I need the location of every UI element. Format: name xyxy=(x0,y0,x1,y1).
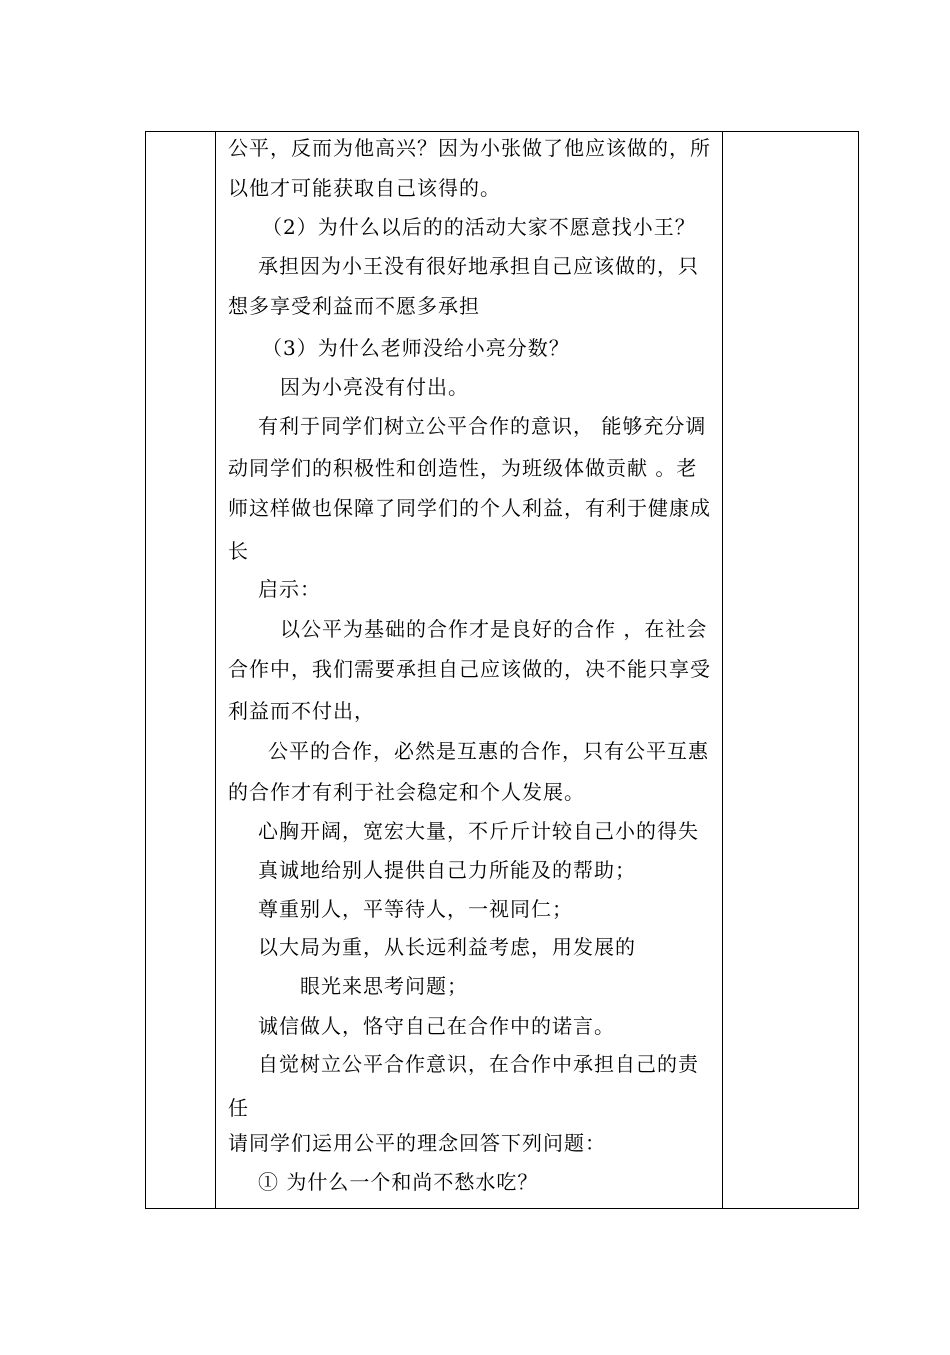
text-line: 以他才可能获取自己该得的。 xyxy=(228,176,501,200)
text-line: 眼光来思考问题； xyxy=(300,974,468,998)
text-line: 启示： xyxy=(258,577,321,601)
text-line: 以公平为基础的合作才是良好的合作 ，在社会 xyxy=(280,617,708,641)
text-line: 真诚地给别人提供自己力所能及的帮助； xyxy=(258,858,636,882)
column-divider-2 xyxy=(722,132,723,1208)
text-line: 请同学们运用公平的理念回答下列问题： xyxy=(228,1131,606,1155)
column-divider-1 xyxy=(215,132,216,1208)
text-line: 心胸开阔，宽宏大量，不斤斤计较自己小的得失 xyxy=(258,819,699,843)
text-line: 想多享受利益而不愿多承担 xyxy=(228,294,480,318)
text-line: 承担因为小王没有很好地承担自己应该做的，只 xyxy=(258,254,699,278)
text-line: 利益而不付出， xyxy=(228,699,375,723)
text-line: 任 xyxy=(228,1096,249,1120)
text-line: 因为小亮没有付出。 xyxy=(280,375,469,399)
text-line: 的合作才有利于社会稳定和个人发展。 xyxy=(228,780,585,804)
text-line: 公平的合作，必然是互惠的合作，只有公平互惠 xyxy=(268,739,709,763)
text-line: 师这样做也保障了同学们的个人利益，有利于健康成 xyxy=(228,496,711,520)
text-line: 尊重别人，平等待人，一视同仁； xyxy=(258,897,573,921)
text-line: 长 xyxy=(228,539,249,563)
text-line: 合作中，我们需要承担自己应该做的，决不能只享受 xyxy=(228,657,711,681)
text-line: 有利于同学们树立公平合作的意识， 能够充分调 xyxy=(258,414,707,438)
text-line: 诚信做人，恪守自己在合作中的诺言。 xyxy=(258,1014,615,1038)
text-line: 公平，反而为他高兴？因为小张做了他应该做的，所 xyxy=(228,136,711,160)
text-line: （3）为什么老师没给小亮分数？ xyxy=(262,336,570,360)
text-line: （2）为什么以后的的活动大家不愿意找小王？ xyxy=(262,215,696,239)
text-line: 以大局为重，从长远利益考虑，用发展的 xyxy=(258,935,636,959)
text-line: 动同学们的积极性和创造性，为班级体做贡献 。老 xyxy=(228,456,698,480)
text-line: ① 为什么一个和尚不愁水吃？ xyxy=(258,1170,539,1194)
text-line: 自觉树立公平合作意识，在合作中承担自己的责 xyxy=(258,1052,699,1076)
